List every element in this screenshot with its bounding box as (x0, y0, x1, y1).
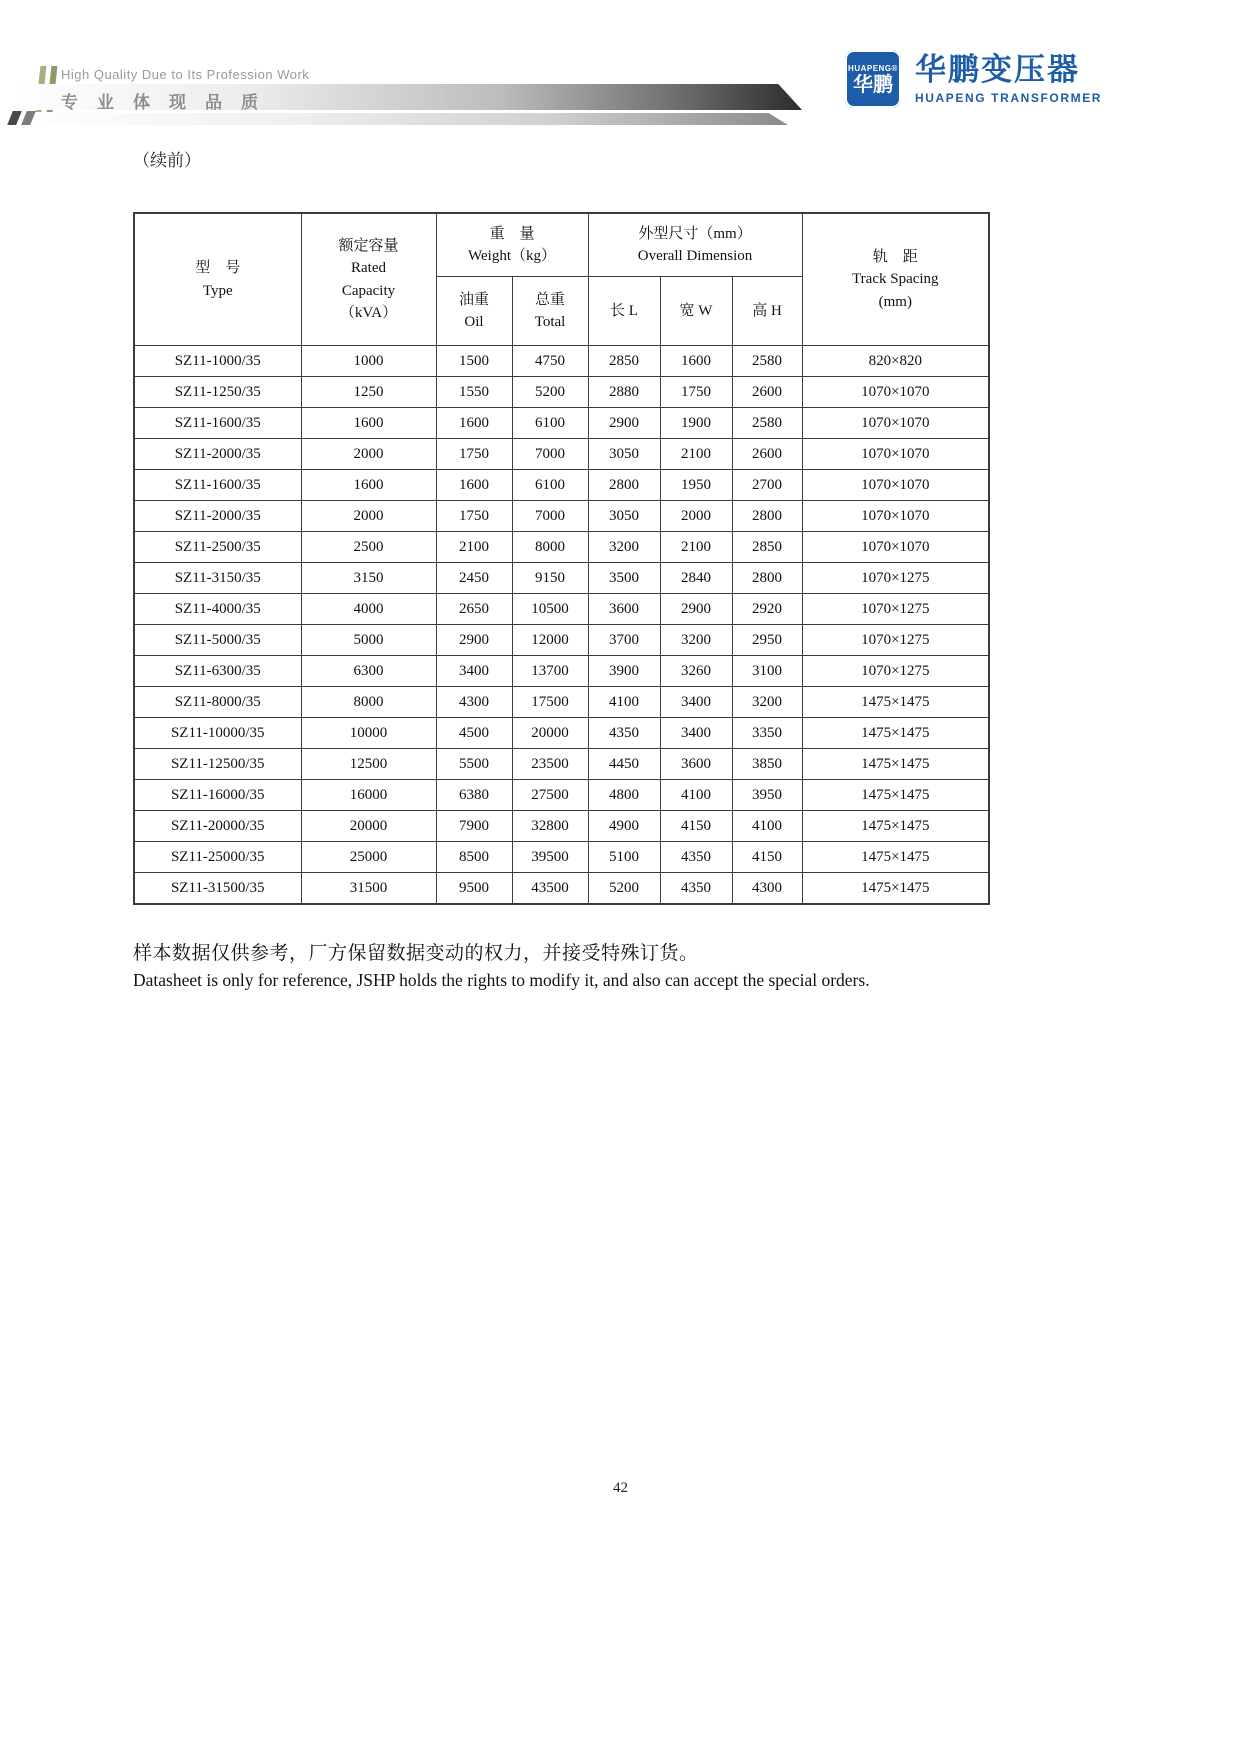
table-cell: 2850 (588, 346, 660, 377)
table-cell: 2500 (301, 532, 436, 563)
table-cell: 1070×1275 (802, 625, 989, 656)
col-header-capacity-unit: （kVA） (339, 305, 398, 321)
table-cell: 6380 (436, 780, 512, 811)
table-cell: 6100 (512, 470, 588, 501)
table-row (134, 346, 989, 377)
col-group-weight (436, 213, 588, 277)
table-cell: SZ11-6300/35 (134, 656, 301, 687)
table-cell: 3100 (732, 656, 802, 687)
table-cell: 27500 (512, 780, 588, 811)
table-cell: 3400 (660, 718, 732, 749)
table-cell: 1475×1475 (802, 749, 989, 780)
col-header-length-label: 长 L (610, 302, 638, 319)
table-cell: 7900 (436, 811, 512, 842)
table-cell: 12500 (301, 749, 436, 780)
table-cell: SZ11-1250/35 (134, 377, 301, 408)
table-cell: SZ11-10000/35 (134, 718, 301, 749)
table-cell: 20000 (301, 811, 436, 842)
table-cell: 2000 (301, 501, 436, 532)
table-cell: 4350 (660, 842, 732, 873)
table-cell: SZ11-1000/35 (134, 346, 301, 377)
table-cell: 1600 (660, 346, 732, 377)
table-cell: 8000 (512, 532, 588, 563)
table-cell: 10000 (301, 718, 436, 749)
table-row (134, 377, 989, 408)
table-cell: 1750 (436, 439, 512, 470)
table-cell: 31500 (301, 873, 436, 905)
brand-name-chinese: 华鹏变压器 (915, 52, 1080, 88)
table-cell: 43500 (512, 873, 588, 905)
table-cell: 3600 (660, 749, 732, 780)
continued-note: （续前） (133, 151, 201, 170)
table-cell: 3200 (732, 687, 802, 718)
table-cell: 5000 (301, 625, 436, 656)
col-header-track-en: Track Spacing (852, 271, 939, 288)
table-cell: 4750 (512, 346, 588, 377)
col-header-height-label: 高 H (752, 302, 782, 319)
table-row (134, 656, 989, 687)
table-cell: 2800 (732, 501, 802, 532)
table-cell: 4100 (588, 687, 660, 718)
table-cell: 4100 (660, 780, 732, 811)
table-cell: SZ11-2000/35 (134, 439, 301, 470)
table-cell: 5500 (436, 749, 512, 780)
col-group-weight-en: Weight（kg） (468, 248, 556, 264)
logo-arc-text: HUAPENG® (848, 63, 898, 73)
col-header-type-cn: 型 号 (195, 260, 241, 276)
table-cell: 1070×1070 (802, 470, 989, 501)
table-cell: 1475×1475 (802, 780, 989, 811)
table-cell: 6100 (512, 408, 588, 439)
table-cell: SZ11-25000/35 (134, 842, 301, 873)
table-cell: 9500 (436, 873, 512, 905)
table-cell: 2650 (436, 594, 512, 625)
table-cell: 20000 (512, 718, 588, 749)
table-cell: 2800 (732, 563, 802, 594)
table-cell: 1600 (436, 408, 512, 439)
huapeng-logo-icon (845, 50, 901, 108)
table-row (134, 563, 989, 594)
table-cell: 3050 (588, 439, 660, 470)
table-cell: 4900 (588, 811, 660, 842)
table-cell: 23500 (512, 749, 588, 780)
table-cell: 4450 (588, 749, 660, 780)
table-cell: 1070×1275 (802, 563, 989, 594)
table-cell: 4150 (660, 811, 732, 842)
table-cell: 4300 (436, 687, 512, 718)
brand-text (915, 53, 1102, 104)
table-cell: SZ11-3150/35 (134, 563, 301, 594)
table-cell: 3900 (588, 656, 660, 687)
table-cell: 1070×1070 (802, 439, 989, 470)
col-header-capacity-cn: 额定容量 (338, 237, 399, 254)
table-cell: 1600 (436, 470, 512, 501)
col-group-dimension-cn: 外型尺寸（mm） (638, 225, 752, 242)
col-header-height (732, 277, 802, 346)
col-header-capacity-en2: Capacity (341, 282, 396, 299)
table-cell: 16000 (301, 780, 436, 811)
col-header-total (512, 277, 588, 346)
table-cell: 8000 (301, 687, 436, 718)
table-cell: 3700 (588, 625, 660, 656)
header-gradient-bar-thin (12, 113, 788, 125)
col-header-oil-cn: 油重 (458, 291, 489, 308)
table-cell: 1500 (436, 346, 512, 377)
table-row (134, 501, 989, 532)
table-cell: 1750 (660, 377, 732, 408)
table-cell: 5200 (588, 873, 660, 905)
table-cell: 7000 (512, 439, 588, 470)
table-cell: 3400 (436, 656, 512, 687)
col-header-total-en: Total (534, 314, 566, 330)
table-cell: 6300 (301, 656, 436, 687)
table-row (134, 780, 989, 811)
slogan-english: High Quality Due to Its Profession Work (61, 67, 310, 82)
col-group-weight-cn: 重 量 (489, 225, 535, 242)
brand-name-english: HUAPENG TRANSFORMER (915, 90, 1103, 105)
table-cell: 3150 (301, 563, 436, 594)
table-cell: 2000 (660, 501, 732, 532)
table-cell: SZ11-20000/35 (134, 811, 301, 842)
table-cell: 2800 (588, 470, 660, 501)
table-cell: 2700 (732, 470, 802, 501)
table-cell: 8500 (436, 842, 512, 873)
table-body (134, 346, 989, 905)
table-cell: 3950 (732, 780, 802, 811)
table-cell: SZ11-8000/35 (134, 687, 301, 718)
table-cell: 2900 (436, 625, 512, 656)
page-number: 42 (613, 1480, 628, 1496)
table-cell: 1600 (301, 470, 436, 501)
table-row (134, 532, 989, 563)
table-cell: 9150 (512, 563, 588, 594)
table-cell: 2580 (732, 346, 802, 377)
col-group-dimension (588, 213, 802, 277)
table-cell: 2920 (732, 594, 802, 625)
table-cell: 7000 (512, 501, 588, 532)
table-cell: 3200 (660, 625, 732, 656)
table-cell: 2600 (732, 377, 802, 408)
table-cell: 1475×1475 (802, 687, 989, 718)
table-cell: 2580 (732, 408, 802, 439)
table-cell: 1475×1475 (802, 873, 989, 905)
col-header-capacity-en1: Rated (351, 260, 386, 276)
table-cell: 3400 (660, 687, 732, 718)
table-cell: 2900 (588, 408, 660, 439)
table-cell: SZ11-5000/35 (134, 625, 301, 656)
table-header (134, 213, 989, 346)
table-row (134, 842, 989, 873)
col-header-track-unit: (mm) (878, 293, 912, 310)
col-header-capacity (301, 213, 436, 346)
table-cell: SZ11-1600/35 (134, 408, 301, 439)
table-cell: 10500 (512, 594, 588, 625)
table-cell: 1475×1475 (802, 718, 989, 749)
table-cell: 32800 (512, 811, 588, 842)
table-cell: 4150 (732, 842, 802, 873)
table-cell: SZ11-2000/35 (134, 501, 301, 532)
table-cell: 1250 (301, 377, 436, 408)
table-cell: 1070×1275 (802, 656, 989, 687)
col-header-type (134, 213, 301, 346)
table-cell: 1070×1070 (802, 377, 989, 408)
table-cell: 4000 (301, 594, 436, 625)
table-cell: 2840 (660, 563, 732, 594)
table-cell: 2100 (436, 532, 512, 563)
table-cell: 2000 (301, 439, 436, 470)
table-cell: 3850 (732, 749, 802, 780)
table-cell: SZ11-2500/35 (134, 532, 301, 563)
table-row (134, 470, 989, 501)
table-cell: 5100 (588, 842, 660, 873)
table-row (134, 625, 989, 656)
logo-characters: 华鹏 (853, 73, 893, 96)
table-row (134, 687, 989, 718)
table-cell: 2450 (436, 563, 512, 594)
table-cell: 1750 (436, 501, 512, 532)
table-row (134, 439, 989, 470)
table-cell: 17500 (512, 687, 588, 718)
col-header-track-cn: 轨 距 (872, 248, 918, 265)
table-cell: 1070×1070 (802, 501, 989, 532)
col-header-width-label: 宽 W (679, 302, 713, 319)
brand-logo (845, 50, 1102, 108)
table-cell: SZ11-4000/35 (134, 594, 301, 625)
table-cell: 2900 (660, 594, 732, 625)
table-cell: 13700 (512, 656, 588, 687)
table-cell: 2600 (732, 439, 802, 470)
table-row (134, 594, 989, 625)
col-header-type-en: Type (202, 282, 233, 299)
table-cell: 3200 (588, 532, 660, 563)
table-cell: 1600 (301, 408, 436, 439)
table-row (134, 811, 989, 842)
table-cell: 3350 (732, 718, 802, 749)
table-cell: 3600 (588, 594, 660, 625)
table-cell: 3500 (588, 563, 660, 594)
col-header-width (660, 277, 732, 346)
table-row (134, 873, 989, 905)
table-cell: SZ11-16000/35 (134, 780, 301, 811)
table-cell: 25000 (301, 842, 436, 873)
col-header-track-spacing (802, 213, 989, 346)
table-cell: 4350 (588, 718, 660, 749)
table-cell: 1475×1475 (802, 842, 989, 873)
col-header-oil-en: Oil (464, 314, 484, 330)
table-cell: 1475×1475 (802, 811, 989, 842)
table-cell: 2880 (588, 377, 660, 408)
table-cell: 1000 (301, 346, 436, 377)
footer-note-chinese: 样本数据仅供参考，厂方保留数据变动的权力，并接受特殊订货。 (133, 943, 699, 964)
table-cell: 4350 (660, 873, 732, 905)
table-cell: 1070×1275 (802, 594, 989, 625)
table-cell: 12000 (512, 625, 588, 656)
footer-note-english: Datasheet is only for reference, JSHP holds the rights to modify it, and also can accept the special orders. (133, 970, 870, 990)
table-cell: 1950 (660, 470, 732, 501)
table-cell: 3050 (588, 501, 660, 532)
table-cell: 1550 (436, 377, 512, 408)
table-cell: 39500 (512, 842, 588, 873)
table-row (134, 408, 989, 439)
col-header-length (588, 277, 660, 346)
col-group-dimension-en: Overall Dimension (637, 248, 753, 264)
table-cell: 1070×1070 (802, 408, 989, 439)
table-cell: 2850 (732, 532, 802, 563)
col-header-oil (436, 277, 512, 346)
table-cell: SZ11-1600/35 (134, 470, 301, 501)
table-cell: SZ11-31500/35 (134, 873, 301, 905)
table-cell: SZ11-12500/35 (134, 749, 301, 780)
table-row (134, 718, 989, 749)
table-cell: 4800 (588, 780, 660, 811)
table-cell: 3260 (660, 656, 732, 687)
table-cell: 820×820 (802, 346, 989, 377)
table-row (134, 749, 989, 780)
table-cell: 2950 (732, 625, 802, 656)
table-cell: 2100 (660, 532, 732, 563)
table-cell: 1900 (660, 408, 732, 439)
table-cell: 4300 (732, 873, 802, 905)
table-cell: 5200 (512, 377, 588, 408)
table-cell: 1070×1070 (802, 532, 989, 563)
col-header-total-cn: 总重 (535, 291, 566, 308)
transformer-spec-table (133, 212, 990, 905)
table-cell: 4500 (436, 718, 512, 749)
table-cell: 4100 (732, 811, 802, 842)
table-cell: 2100 (660, 439, 732, 470)
slogan-chinese: 专业体现品质 (61, 93, 277, 112)
